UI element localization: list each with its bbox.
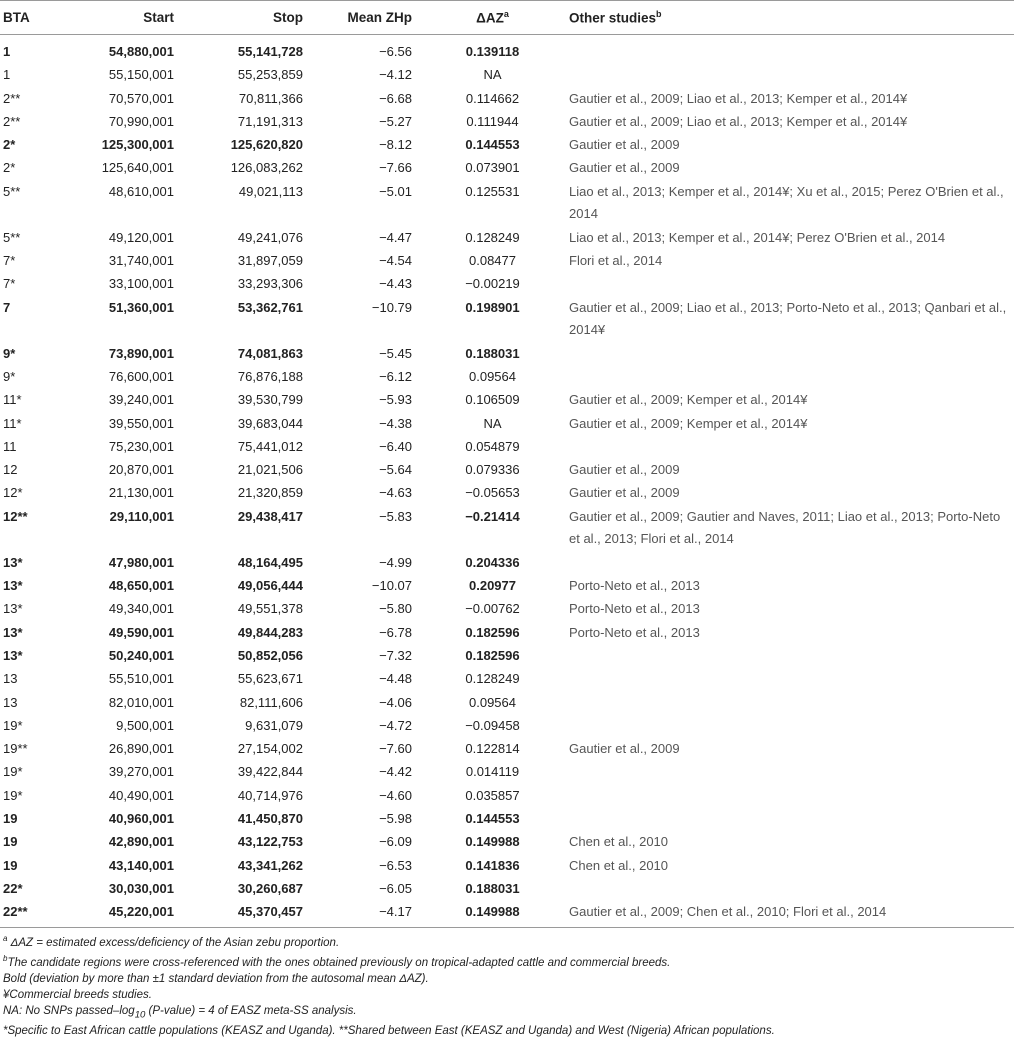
cell-mean-zhp: −6.53 [379,857,412,873]
cell-mean-zhp: −6.78 [379,624,412,640]
cell-bta: 19* [3,787,23,803]
cell-bta: 13* [3,554,23,570]
cell-other-studies: Liao et al., 2013; Kemper et al., 2014¥; Perez O'Brien et al., 2014 [569,229,946,245]
cell-start: 43,140,001 [108,857,174,873]
cell-other-studies: Chen et al., 2010 [569,857,669,873]
table-row [0,297,1014,343]
cell-stop: 41,450,870 [237,811,303,827]
cell-bta: 1 [3,44,11,59]
cell-bta: 12 [3,462,18,478]
cell-start: 40,960,001 [108,811,174,827]
cell-bta: 7 [3,299,11,315]
cell-stop: 31,897,059 [237,253,303,269]
cell-stop: 76,876,188 [237,368,303,384]
cell-start: 45,220,001 [60,901,190,927]
cell-delta-az: 0.144553 [465,811,520,827]
cell-other-studies [555,645,1014,668]
cell-bta: 19* [3,717,23,733]
cell-stop: 126,083,262 [230,160,303,176]
cell-mean-zhp: −7.60 [379,741,412,757]
cell-other-studies: Gautier et al., 2009; Liao et al., 2013; Kemper et al., 2014¥ [569,90,908,106]
cell-start: 75,230,001 [108,438,174,454]
cell-stop: 43,122,753 [237,834,303,850]
cell-delta-az: 0.125531 [465,183,520,199]
cell-delta-az: 0.073901 [465,160,520,176]
cell-bta: 7* [3,253,16,269]
cell-mean-zhp: −7.66 [379,160,412,176]
cell-start: 55,510,001 [108,671,174,687]
cell-start: 39,550,001 [108,415,174,431]
cell-other-studies: Gautier et al., 2009 [569,741,680,757]
cell-mean-zhp: −4.72 [379,717,412,733]
cell-mean-zhp: −4.63 [379,485,412,501]
cell-mean-zhp: −4.47 [379,229,412,245]
cell-stop: 50,852,056 [237,647,303,663]
cell-bta: 1 [3,67,11,83]
table-row [0,482,1014,505]
header-stop: Stop [190,1,330,35]
cell-mean-zhp: −4.42 [379,764,412,780]
table-row [0,436,1014,459]
table-row [0,598,1014,621]
cell-mean-zhp: −4.48 [379,671,412,687]
footnote-stars: *Specific to East African cattle populations (KEASZ and Uganda). **Shared between East (KEASZ and Uganda) and West (Nigeria) African populations. [3,1025,775,1038]
cell-bta: 19 [3,811,18,827]
cell-delta-az: 0.09564 [469,368,516,384]
table-body [0,35,1014,928]
cell-delta-az: NA [483,415,502,431]
cell-delta-az: −0.05653 [465,485,520,501]
cell-stop: 70,811,366 [238,90,303,106]
cell-stop: 49,551,378 [237,601,303,617]
cell-start: 21,130,001 [108,485,174,501]
cell-bta: 22* [3,880,23,896]
cell-stop: 49,241,076 [237,229,303,245]
table-row [0,645,1014,668]
footnote-na [3,1003,1014,1024]
table-row [0,552,1014,575]
table-row [0,250,1014,273]
cell-other-studies [555,692,1014,715]
table-row [0,181,1014,227]
cell-stop: 21,320,859 [237,485,303,501]
footnote-b [3,951,1014,971]
table-row [0,343,1014,366]
cell-delta-az: 0.182596 [465,624,520,640]
cell-mean-zhp: −10.79 [371,299,412,315]
cell-other-studies: Flori et al., 2014 [569,253,663,269]
table-row [0,413,1014,436]
table-row [0,273,1014,296]
cell-start: 54,880,001 [108,44,174,59]
table-row [0,111,1014,134]
header-bta: BTA [0,1,60,35]
table-row [0,134,1014,157]
footnote-yen: ¥Commercial breeds studies. [3,988,152,1001]
cell-other-studies: Gautier et al., 2009; Liao et al., 2013; Porto-Neto et al., 2013; Qanbari et al., 2014¥ [569,299,1007,337]
cell-bta: 11* [3,392,22,408]
cell-start: 48,610,001 [108,183,174,199]
cell-other-studies [555,273,1014,296]
cell-start: 55,150,001 [108,67,174,83]
header-delta-az-label: ΔAZ [476,10,504,26]
table-row [0,366,1014,389]
cell-mean-zhp: −4.43 [379,276,412,292]
cell-mean-zhp: −7.32 [379,647,412,663]
cell-start: 76,600,001 [108,368,174,384]
table-row [0,622,1014,645]
cell-stop: 39,422,844 [237,764,303,780]
cell-stop: 82,111,606 [239,694,303,710]
cell-start: 125,300,001 [101,137,174,153]
cell-mean-zhp: −4.06 [379,694,412,710]
cell-start: 73,890,001 [108,345,174,361]
cell-delta-az: NA [483,67,502,83]
cell-bta: 13* [3,578,23,594]
cell-delta-az: 0.111944 [466,113,519,129]
cell-other-studies: Gautier et al., 2009; Chen et al., 2010; Flori et al., 2014 [555,901,1014,927]
cell-stop: 125,620,820 [230,137,303,153]
cell-delta-az: 0.09564 [469,694,516,710]
cell-start: 51,360,001 [108,299,174,315]
footnote-b-text: The candidate regions were cross-referenced with the ones obtained previously on tropical-adapted cattle and commercial breeds. [7,956,671,969]
cell-delta-az: 0.128249 [465,671,520,687]
cell-start: 50,240,001 [108,647,174,663]
cell-mean-zhp: −5.80 [379,601,412,617]
cell-mean-zhp: −5.93 [379,392,412,408]
footnote-a-text: ΔAZ = estimated excess/deficiency of the Asian zebu proportion. [7,936,340,949]
cell-stop: 27,154,002 [237,741,303,757]
cell-start: 31,740,001 [108,253,174,269]
cell-mean-zhp: −5.01 [379,183,412,199]
cell-other-studies: Gautier et al., 2009; Kemper et al., 2014¥ [569,415,808,431]
cell-stop: 30,260,687 [237,880,303,896]
cell-bta: 22** [0,901,60,927]
table-row [0,715,1014,738]
cell-stop: 48,164,495 [237,554,303,570]
table-row [0,459,1014,482]
table-row [0,738,1014,761]
cell-stop: 43,341,262 [237,857,303,873]
cell-bta: 13* [3,647,23,663]
cell-stop: 74,081,863 [237,345,303,361]
cell-other-studies: Gautier et al., 2009 [569,137,680,153]
cell-start: 82,010,001 [108,694,174,710]
cell-start: 39,270,001 [108,764,174,780]
cell-start: 42,890,001 [108,834,174,850]
table-row [0,831,1014,854]
cell-bta: 11* [3,415,22,431]
cell-mean-zhp: −4.12 [379,67,412,83]
cell-bta: 11 [3,438,17,454]
cell-delta-az: 0.188031 [465,880,520,896]
cell-stop: 55,141,728 [237,44,303,59]
cell-start: 49,590,001 [108,624,174,640]
cell-other-studies [555,808,1014,831]
cell-delta-az: −0.09458 [465,717,520,733]
header-other-studies [555,1,1014,35]
table-row [0,855,1014,878]
table-row [0,785,1014,808]
cell-other-studies [555,436,1014,459]
cell-other-studies [555,552,1014,575]
header-delta-az-sup: a [503,9,509,20]
cell-stop: 21,021,506 [237,462,303,478]
cell-delta-az: 0.204336 [465,554,520,570]
footnote-na-sub: 10 [134,1009,146,1021]
cell-mean-zhp: −5.27 [379,113,412,129]
cell-other-studies: Gautier et al., 2009 [569,485,680,501]
cell-delta-az: 0.149988 [430,901,555,927]
cell-other-studies [555,668,1014,691]
cell-mean-zhp: −5.45 [379,345,412,361]
cell-bta: 2** [3,113,21,129]
header-other-studies-sup: b [656,9,662,20]
table-row [0,692,1014,715]
header-delta-az [430,1,555,35]
cell-stop: 9,631,079 [245,717,303,733]
cell-mean-zhp: −5.64 [379,462,412,478]
cell-delta-az: 0.144553 [465,137,520,153]
cell-other-studies [555,785,1014,808]
cell-mean-zhp: −6.56 [379,44,412,59]
table-row [0,878,1014,901]
cell-bta: 12** [3,508,28,524]
cell-bta: 12* [3,485,23,501]
table-row [0,761,1014,784]
cell-bta: 2* [3,160,16,176]
cell-stop: 55,253,859 [237,67,303,83]
cell-bta: 13 [3,694,18,710]
cell-bta: 13* [3,601,23,617]
cell-delta-az: 0.054879 [465,438,520,454]
cell-other-studies [555,35,1014,65]
cell-other-studies: Gautier et al., 2009; Liao et al., 2013; Kemper et al., 2014¥ [569,113,908,129]
table-row [0,64,1014,87]
cell-other-studies [555,366,1014,389]
footnote-a [3,931,1014,951]
table-row [0,575,1014,598]
cell-other-studies [555,715,1014,738]
cell-stop: 45,370,457 [190,901,330,927]
cell-mean-zhp: −6.09 [379,834,412,850]
cell-mean-zhp: −10.07 [371,578,412,594]
cell-start: 49,340,001 [108,601,174,617]
cell-bta: 9* [3,368,16,384]
cell-stop: 49,056,444 [237,578,303,594]
cell-other-studies: Porto-Neto et al., 2013 [569,578,700,594]
cell-mean-zhp: −6.40 [379,438,412,454]
cell-stop: 71,191,313 [237,113,303,129]
header-other-studies-label: Other studies [569,10,657,26]
table-row [0,227,1014,250]
cell-mean-zhp: −6.05 [379,880,412,896]
cell-start: 30,030,001 [108,880,174,896]
cell-other-studies: Gautier et al., 2009; Kemper et al., 2014¥ [569,392,808,408]
cell-other-studies [555,761,1014,784]
cell-bta: 2** [3,90,21,106]
cell-delta-az: 0.198901 [465,299,520,315]
cell-bta: 19 [3,834,18,850]
header-start: Start [60,1,190,35]
cell-stop: 29,438,417 [237,508,303,524]
table-row [0,668,1014,691]
cell-mean-zhp: −4.60 [379,787,412,803]
cell-other-studies: Gautier et al., 2009 [569,160,680,176]
header-row [0,1,1014,35]
table-row [0,808,1014,831]
table-row [0,389,1014,412]
cell-mean-zhp: −6.68 [379,90,412,106]
cell-start: 33,100,001 [108,276,174,292]
cell-delta-az: 0.139118 [465,44,520,59]
cell-mean-zhp: −4.17 [330,901,430,927]
cell-start: 20,870,001 [108,462,174,478]
cell-mean-zhp: −5.98 [379,811,412,827]
cell-mean-zhp: −5.83 [379,508,412,524]
cell-other-studies: Liao et al., 2013; Kemper et al., 2014¥; Xu et al., 2015; Perez O'Brien et al., 2014 [569,183,1004,221]
cell-start: 125,640,001 [101,160,174,176]
cell-delta-az: 0.106509 [465,392,520,408]
cell-delta-az: 0.188031 [465,345,520,361]
cell-stop: 55,623,671 [237,671,303,687]
cell-mean-zhp: −4.38 [379,415,412,431]
cell-other-studies [555,64,1014,87]
cell-start: 9,500,001 [116,717,174,733]
cell-start: 47,980,001 [108,554,174,570]
header-mean-zhp: Mean ZHp [330,1,430,35]
cell-bta: 19 [3,857,18,873]
cell-bta: 19** [3,741,28,757]
cell-other-studies: Gautier et al., 2009 [569,462,680,478]
cell-start: 39,240,001 [108,392,174,408]
cell-bta: 13* [3,624,23,640]
cell-start: 29,110,001 [109,508,174,524]
table-row [0,901,1014,927]
table-row [0,88,1014,111]
cell-other-studies: Porto-Neto et al., 2013 [569,601,700,617]
cell-other-studies [555,878,1014,901]
footnote-b-mark: b [3,953,8,963]
table-row [0,506,1014,552]
cell-delta-az: 0.149988 [465,834,520,850]
cell-bta: 7* [3,276,16,292]
cell-start: 70,570,001 [108,90,174,106]
cell-other-studies [555,343,1014,366]
footnote-bold: Bold (deviation by more than ±1 standard deviation from the autosomal mean ΔAZ). [3,972,429,985]
cell-bta: 13 [3,671,18,687]
cell-bta: 19* [3,764,23,780]
cell-mean-zhp: −8.12 [379,137,412,153]
cell-delta-az: 0.20977 [469,578,516,594]
cell-start: 48,650,001 [108,578,174,594]
table-row [0,35,1014,65]
cell-delta-az: −0.21414 [465,508,520,524]
cell-other-studies: Porto-Neto et al., 2013 [569,624,700,640]
table-footnotes [0,928,1014,1040]
cell-mean-zhp: −4.54 [379,253,412,269]
cell-bta: 5** [3,183,21,199]
cell-delta-az: 0.08477 [469,253,516,269]
cell-start: 49,120,001 [108,229,174,245]
cell-start: 40,490,001 [108,787,174,803]
cell-bta: 5** [3,229,21,245]
cell-stop: 53,362,761 [237,299,303,315]
cell-stop: 49,021,113 [238,183,303,199]
cell-delta-az: 0.014119 [465,764,520,780]
cell-start: 70,990,001 [108,113,174,129]
cell-start: 26,890,001 [108,741,174,757]
cell-delta-az: −0.00762 [465,601,520,617]
cell-delta-az: 0.141836 [465,857,520,873]
cell-stop: 39,683,044 [237,415,303,431]
cell-stop: 40,714,976 [237,787,303,803]
cell-bta: 9* [3,345,16,361]
cell-stop: 75,441,012 [237,438,303,454]
cell-delta-az: 0.122814 [465,741,520,757]
cell-stop: 49,844,283 [237,624,303,640]
cell-mean-zhp: −6.12 [379,368,412,384]
cell-stop: 33,293,306 [237,276,303,292]
footnote-na-prefix: NA: No SNPs passed–log [3,1004,135,1017]
cell-mean-zhp: −4.99 [379,554,412,570]
cell-delta-az: 0.035857 [465,787,520,803]
cell-other-studies: Gautier et al., 2009; Gautier and Naves, 2011; Liao et al., 2013; Porto-Neto et al., 2013; Flori et al., 2014 [569,508,1001,546]
cell-delta-az: −0.00219 [465,276,520,292]
footnote-na-suffix: (P-value) = 4 of EASZ meta-SS analysis. [145,1004,357,1017]
footnote-a-mark: a [3,933,8,943]
table-row [0,157,1014,180]
cell-delta-az: 0.182596 [465,647,520,663]
cell-bta: 2* [3,137,16,153]
cell-other-studies: Chen et al., 2010 [569,834,669,850]
cell-delta-az: 0.114662 [465,90,520,106]
cell-delta-az: 0.128249 [465,229,520,245]
cell-delta-az: 0.079336 [465,462,520,478]
cell-stop: 39,530,799 [237,392,303,408]
